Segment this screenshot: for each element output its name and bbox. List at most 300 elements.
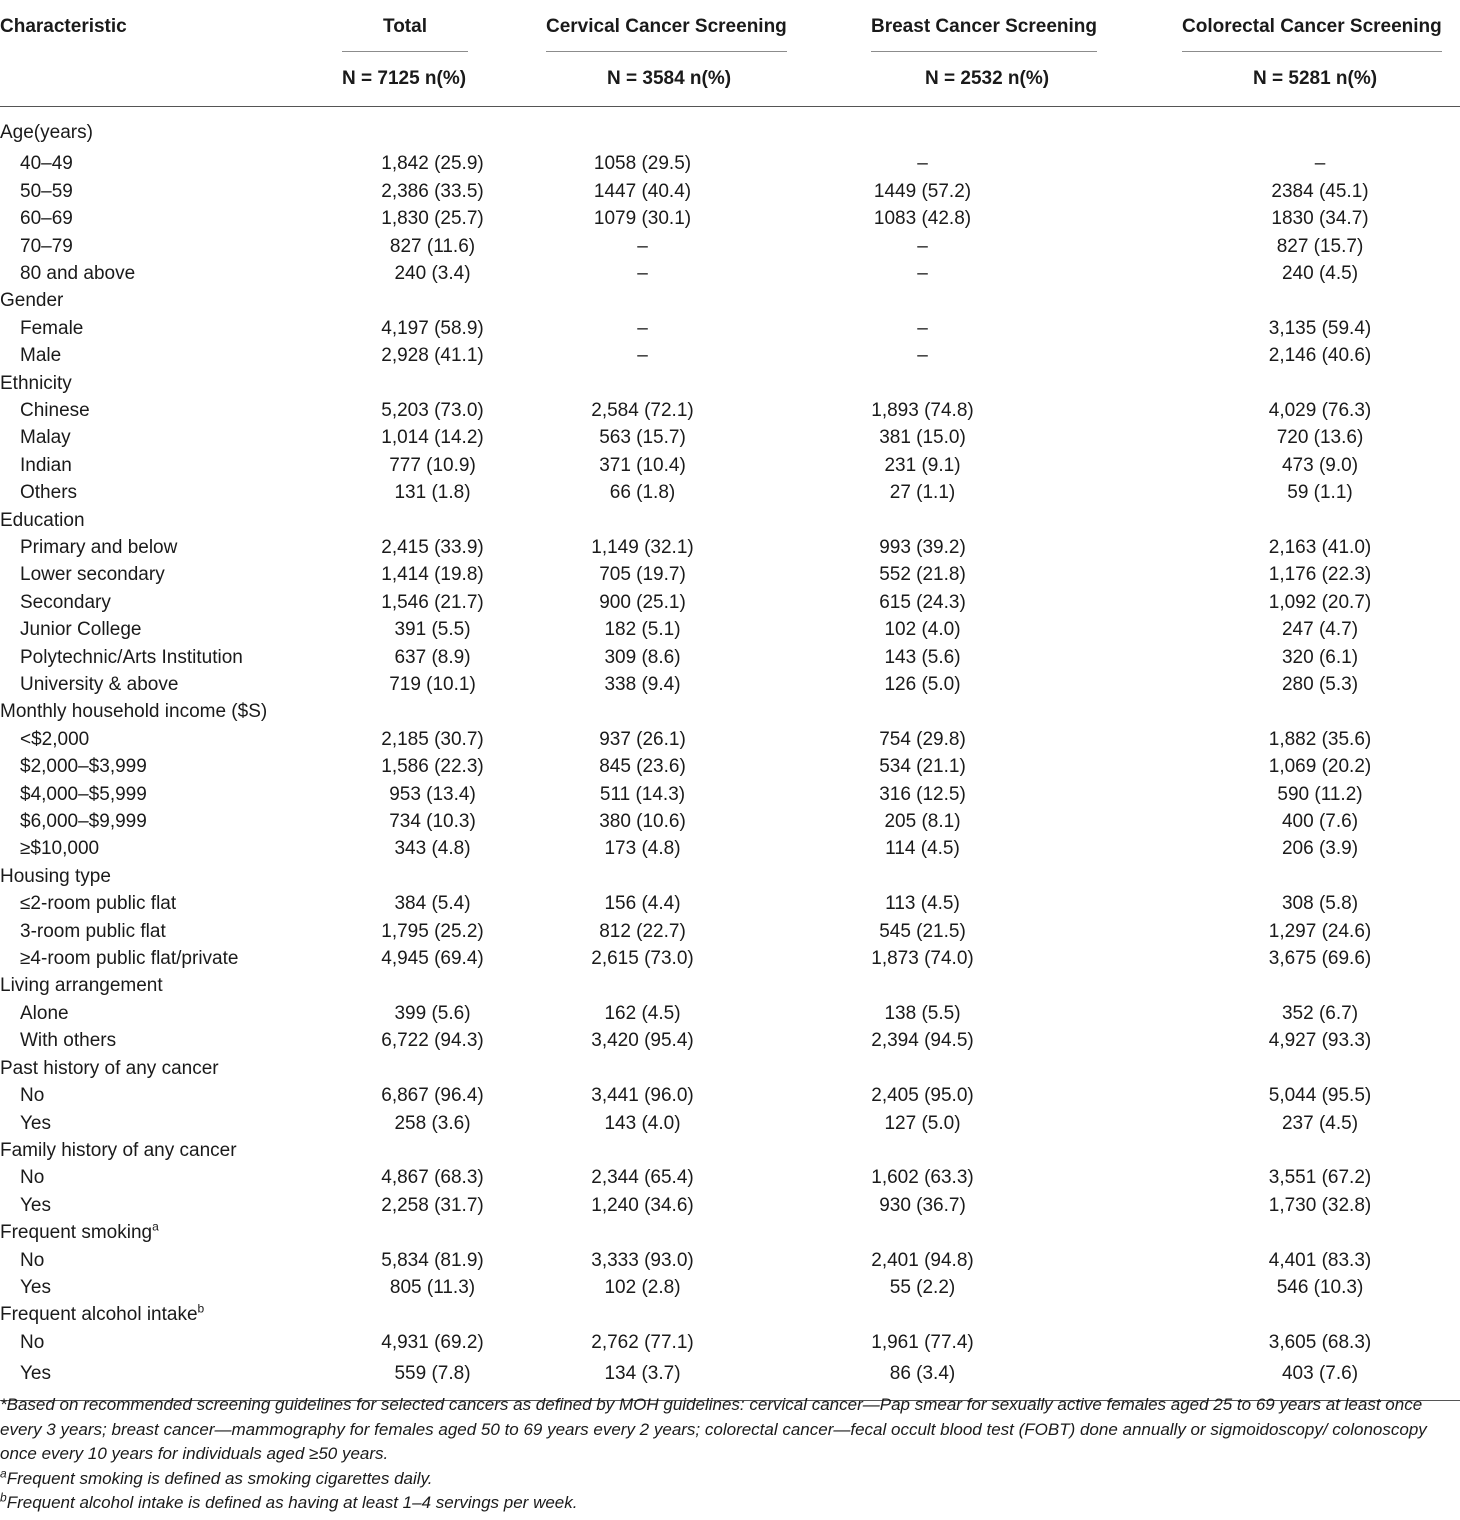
cell-total: 2,415 (33.9): [381, 536, 484, 558]
empty-cell: [805, 287, 1180, 314]
cell-cervical: 1079 (30.1): [593, 208, 692, 230]
empty-cell: [340, 972, 540, 999]
row-label: Malay: [20, 427, 71, 449]
header-n-empty: [0, 52, 340, 106]
footnote-marker: b: [0, 1490, 7, 1505]
empty-cell: [805, 1301, 1180, 1328]
empty-cell: [805, 370, 1180, 397]
header-breast: [805, 0, 1180, 52]
cell-breast: 2,394 (94.5): [871, 1030, 974, 1052]
row-label: Yes: [20, 1194, 51, 1216]
empty-cell: [540, 507, 805, 534]
category-label-text: Past history of any cancer: [0, 1057, 219, 1079]
cell-colorectal: 403 (7.6): [1180, 1356, 1460, 1400]
cell-breast: 86 (3.4): [805, 1356, 1180, 1400]
category-row: [0, 1301, 1460, 1328]
cell-total: 258 (3.6): [394, 1112, 471, 1134]
cell-colorectal: 247 (4.7): [1281, 619, 1359, 641]
empty-cell: [340, 287, 540, 314]
row-label: Secondary: [20, 591, 111, 613]
cell-cervical: –: [637, 317, 648, 339]
row-label: No: [20, 1331, 45, 1353]
header-row: [0, 0, 1460, 52]
cell-cervical: 3,333 (93.0): [591, 1249, 694, 1271]
table-footnotes: [0, 1393, 1460, 1516]
cell-cervical: 182 (5.1): [604, 619, 681, 641]
cell-colorectal: 4,927 (93.3): [1268, 1030, 1372, 1052]
cell-total: 6,867 (96.4): [381, 1085, 484, 1107]
table-row: [0, 644, 1460, 671]
row-label: Yes: [20, 1112, 51, 1134]
category-label: [0, 698, 340, 725]
cell-colorectal: 59 (1.1): [1287, 482, 1353, 504]
category-row: [0, 863, 1460, 890]
category-row: [0, 1055, 1460, 1082]
category-row: [0, 1137, 1460, 1164]
cell-total: 343 (4.8): [394, 838, 471, 860]
empty-cell: [805, 863, 1180, 890]
category-label: [0, 863, 340, 890]
cell-cervical: 2,615 (73.0): [591, 948, 694, 970]
table-row: [0, 835, 1460, 862]
cell-total: 953 (13.4): [389, 783, 476, 805]
cell-total: 805 (11.3): [389, 1276, 476, 1298]
row-label: Alone: [20, 1002, 69, 1024]
cell-breast: 113 (4.5): [885, 893, 960, 915]
empty-cell: [1180, 1301, 1460, 1328]
category-row: [0, 287, 1460, 314]
cell-cervical: 102 (2.8): [604, 1276, 681, 1298]
empty-cell: [805, 698, 1180, 725]
row-label: No: [20, 1249, 45, 1271]
table-row: [0, 561, 1460, 588]
cell-cervical: 812 (22.7): [599, 920, 686, 942]
cell-colorectal: 1,730 (32.8): [1268, 1194, 1372, 1216]
empty-cell: [540, 972, 805, 999]
cell-colorectal: 546 (10.3): [1276, 1276, 1364, 1298]
empty-cell: [540, 1219, 805, 1246]
cell-cervical: 338 (9.4): [604, 674, 681, 696]
table-row: [0, 479, 1460, 506]
cell-breast: 1,873 (74.0): [871, 948, 974, 970]
table-row: [0, 1082, 1460, 1109]
empty-cell: [805, 1055, 1180, 1082]
row-label: Lower secondary: [20, 564, 165, 586]
cell-colorectal: 3,605 (68.3): [1268, 1331, 1372, 1353]
cell-colorectal: 280 (5.3): [1281, 674, 1359, 696]
row-label: Primary and below: [20, 536, 178, 558]
empty-cell: [540, 698, 805, 725]
cell-colorectal: 3,551 (67.2): [1268, 1167, 1372, 1189]
cell-colorectal: 473 (9.0): [1281, 454, 1359, 476]
row-label: 50–59: [20, 180, 73, 202]
cell-cervical: –: [637, 262, 648, 284]
category-row: [0, 370, 1460, 397]
cell-breast: 1,893 (74.8): [871, 399, 974, 421]
cell-breast: 231 (9.1): [884, 454, 961, 476]
cell-cervical: 900 (25.1): [599, 591, 686, 613]
header-breast-n: N = 2532 n(%): [805, 52, 1180, 106]
cell-total: 5,834 (81.9): [381, 1249, 484, 1271]
table-row: [0, 808, 1460, 835]
cell-colorectal: 1830 (34.7): [1271, 208, 1369, 230]
category-label: [0, 1137, 340, 1164]
header-total: [340, 0, 540, 52]
table-row: [0, 233, 1460, 260]
cell-colorectal: 1,069 (20.2): [1268, 756, 1372, 778]
cell-total: 1,414 (19.8): [381, 564, 484, 586]
row-label: No: [20, 1085, 45, 1107]
cell-total: 4,867 (68.3): [381, 1167, 484, 1189]
cell-colorectal: 5,044 (95.5): [1268, 1085, 1372, 1107]
empty-cell: [1180, 1219, 1460, 1246]
cell-cervical: 1,149 (32.1): [591, 536, 694, 558]
cell-breast: 1449 (57.2): [873, 180, 972, 202]
cell-breast: 114 (4.5): [885, 838, 960, 860]
category-label: [0, 1055, 340, 1082]
empty-cell: [1180, 287, 1460, 314]
cell-breast: 1,961 (77.4): [871, 1331, 974, 1353]
cell-colorectal: 237 (4.5): [1281, 1112, 1359, 1134]
cell-total: 1,586 (22.3): [381, 756, 484, 778]
cell-cervical: 1058 (29.5): [593, 153, 692, 175]
cell-cervical: 309 (8.6): [604, 646, 681, 668]
header-total-n: N = 7125 n(%): [340, 52, 540, 106]
empty-cell: [540, 1055, 805, 1082]
cell-cervical: 173 (4.8): [604, 838, 681, 860]
footnote: [0, 1491, 1460, 1516]
cell-colorectal: 400 (7.6): [1281, 811, 1359, 833]
cell-breast: 27 (1.1): [889, 482, 956, 504]
header-characteristic: Characteristic: [0, 16, 127, 37]
table-row: [0, 781, 1460, 808]
cell-total: 827 (11.6): [389, 235, 476, 257]
row-label: ≥$10,000: [20, 838, 100, 860]
category-label-text: Family history of any cancer: [0, 1139, 237, 1161]
cell-breast: 126 (5.0): [884, 674, 961, 696]
cell-cervical: –: [637, 345, 648, 367]
category-label: [0, 370, 340, 397]
category-row: [0, 106, 1460, 150]
empty-cell: [340, 1055, 540, 1082]
cell-total: 637 (8.9): [394, 646, 471, 668]
table-row: [0, 260, 1460, 287]
cell-total: 2,185 (30.7): [381, 728, 484, 750]
category-label-text: Frequent smoking: [0, 1222, 153, 1244]
row-label: Female: [20, 317, 84, 339]
category-label-text: Living arrangement: [0, 975, 163, 997]
cell-cervical: 156 (4.4): [604, 893, 681, 915]
footnote-text: Frequent smoking is defined as smoking cigarettes daily.: [6, 1468, 433, 1488]
cell-colorectal: 240 (4.5): [1281, 262, 1359, 284]
category-row: [0, 507, 1460, 534]
header-cervical-title: Cervical Cancer Screening: [546, 13, 787, 52]
footnote: [0, 1467, 1460, 1492]
cell-total: 1,830 (25.7): [381, 208, 484, 230]
table-row: [0, 205, 1460, 232]
empty-cell: [540, 1301, 805, 1328]
table-header: [0, 0, 1460, 106]
table-row: [0, 753, 1460, 780]
row-label: With others: [20, 1030, 117, 1052]
cell-cervical: 511 (14.3): [599, 783, 686, 805]
cell-colorectal: 720 (13.6): [1276, 427, 1364, 449]
table-row: [0, 150, 1460, 177]
table-row: [0, 342, 1460, 369]
cell-cervical: 134 (3.7): [540, 1356, 805, 1400]
cell-breast: –: [917, 153, 928, 175]
cell-colorectal: 352 (6.7): [1281, 1002, 1359, 1024]
category-label-text: Education: [0, 509, 85, 531]
category-row: [0, 1219, 1460, 1246]
empty-cell: [340, 863, 540, 890]
cell-breast: 993 (39.2): [879, 536, 966, 558]
cell-breast: 545 (21.5): [879, 920, 966, 942]
table-row: [0, 424, 1460, 451]
row-label: No: [20, 1167, 45, 1189]
header-colorectal-n: N = 5281 n(%): [1180, 52, 1460, 106]
empty-cell: [805, 1137, 1180, 1164]
cell-breast: 381 (15.0): [879, 427, 966, 449]
row-label: 40–49: [20, 153, 73, 175]
table-body: [0, 106, 1460, 1400]
cell-breast: 143 (5.6): [884, 646, 961, 668]
cell-cervical: 3,420 (95.4): [591, 1030, 694, 1052]
cell-cervical: 66 (1.8): [609, 482, 676, 504]
empty-cell: [540, 106, 805, 150]
cell-colorectal: 2,163 (41.0): [1268, 536, 1372, 558]
category-row: [0, 698, 1460, 725]
header-colorectal-title: Colorectal Cancer Screening: [1182, 13, 1442, 52]
cell-colorectal: 1,092 (20.7): [1268, 591, 1372, 613]
cell-total: 559 (7.8): [340, 1356, 540, 1400]
cell-colorectal: 827 (15.7): [1276, 235, 1364, 257]
row-label: $6,000–$9,999: [20, 811, 147, 833]
header-cervical-n: N = 3584 n(%): [540, 52, 805, 106]
empty-cell: [1180, 972, 1460, 999]
cell-colorectal: 2,146 (40.6): [1268, 345, 1372, 367]
category-label: [0, 1301, 340, 1328]
header-breast-title: Breast Cancer Screening: [871, 13, 1097, 52]
cell-breast: –: [917, 317, 928, 339]
table-row: [0, 945, 1460, 972]
table-row: [0, 918, 1460, 945]
row-label: ≥4-room public flat/private: [20, 948, 239, 970]
cell-total: 4,931 (69.2): [381, 1331, 484, 1353]
cell-total: 2,258 (31.7): [381, 1194, 484, 1216]
table-row: [0, 534, 1460, 561]
row-label: 3-room public flat: [20, 920, 166, 942]
cell-colorectal: 4,401 (83.3): [1268, 1249, 1372, 1271]
category-label: [0, 287, 340, 314]
cell-cervical: 563 (15.7): [599, 427, 686, 449]
cell-breast: 754 (29.8): [879, 728, 966, 750]
cell-cervical: 845 (23.6): [599, 756, 686, 778]
cell-total: 240 (3.4): [394, 262, 471, 284]
header-colorectal: [1180, 0, 1460, 52]
cell-cervical: 1,240 (34.6): [591, 1194, 694, 1216]
cell-breast: –: [917, 235, 928, 257]
category-label-text: Housing type: [0, 865, 111, 887]
table-row: [0, 1000, 1460, 1027]
cell-total: 1,014 (14.2): [381, 427, 484, 449]
category-row: [0, 972, 1460, 999]
row-label: 70–79: [20, 235, 73, 257]
empty-cell: [540, 287, 805, 314]
cell-total: 4,945 (69.4): [381, 948, 484, 970]
category-label: [0, 1219, 340, 1246]
empty-cell: [1180, 863, 1460, 890]
footnote-text: Frequent alcohol intake is defined as having at least 1–4 servings per week.: [6, 1493, 578, 1512]
cell-colorectal: 206 (3.9): [1281, 838, 1359, 860]
empty-cell: [805, 106, 1180, 150]
empty-cell: [340, 1137, 540, 1164]
cell-breast: 55 (2.2): [889, 1276, 956, 1298]
cell-total: 777 (10.9): [389, 454, 476, 476]
cell-total: 2,928 (41.1): [381, 345, 484, 367]
footnote-marker: a: [0, 1465, 7, 1480]
cell-cervical: 937 (26.1): [599, 728, 686, 750]
category-label-text: Gender: [0, 290, 64, 312]
empty-cell: [340, 1219, 540, 1246]
row-label: Indian: [20, 454, 72, 476]
cell-total: 4,197 (58.9): [381, 317, 484, 339]
cell-breast: 102 (4.0): [884, 619, 961, 641]
table-row: [0, 315, 1460, 342]
empty-cell: [540, 863, 805, 890]
cell-breast: 534 (21.1): [879, 756, 966, 778]
table-row: [0, 890, 1460, 917]
empty-cell: [805, 1219, 1180, 1246]
footnote-marker: b: [197, 1302, 205, 1317]
category-label-text: Frequent alcohol intake: [0, 1304, 198, 1326]
empty-cell: [1180, 698, 1460, 725]
cell-breast: 615 (24.3): [879, 591, 966, 613]
cell-cervical: 380 (10.6): [599, 811, 686, 833]
empty-cell: [540, 1137, 805, 1164]
header-cervical: [540, 0, 805, 52]
category-label-text: Ethnicity: [0, 372, 72, 394]
cell-cervical: 2,584 (72.1): [591, 399, 694, 421]
row-label: Others: [20, 482, 78, 504]
cell-total: 2,386 (33.5): [381, 180, 484, 202]
cell-breast: –: [917, 262, 928, 284]
row-label: Yes: [0, 1356, 340, 1400]
cell-total: 1,546 (21.7): [381, 591, 484, 613]
cell-breast: 205 (8.1): [884, 811, 961, 833]
row-label: Chinese: [20, 399, 90, 421]
row-label: ≤2-room public flat: [20, 893, 177, 915]
cell-cervical: 3,441 (96.0): [591, 1085, 694, 1107]
cell-colorectal: 320 (6.1): [1281, 646, 1359, 668]
empty-cell: [340, 370, 540, 397]
cell-colorectal: 1,882 (35.6): [1268, 728, 1372, 750]
table-row: [0, 1192, 1460, 1219]
header-n-row: [0, 52, 1460, 106]
cell-breast: 316 (12.5): [879, 783, 966, 805]
table-row: [0, 1247, 1460, 1274]
footnote-marker: a: [152, 1219, 159, 1234]
empty-cell: [1180, 507, 1460, 534]
cell-total: 719 (10.1): [389, 674, 476, 696]
empty-cell: [1180, 1137, 1460, 1164]
category-label: [0, 972, 340, 999]
category-label-text: Monthly household income ($S): [0, 701, 268, 723]
cell-cervical: 2,344 (65.4): [591, 1167, 694, 1189]
cell-cervical: 162 (4.5): [604, 1002, 681, 1024]
category-label: [0, 507, 340, 534]
cell-cervical: 705 (19.7): [599, 564, 686, 586]
cell-colorectal: 590 (11.2): [1277, 783, 1363, 805]
cell-cervical: 143 (4.0): [604, 1112, 681, 1134]
table-row: [0, 1329, 1460, 1356]
cell-breast: 2,401 (94.8): [871, 1249, 974, 1271]
empty-cell: [340, 507, 540, 534]
table-row: [0, 1110, 1460, 1137]
cell-total: 131 (1.8): [394, 482, 471, 504]
cell-cervical: 2,762 (77.1): [591, 1331, 694, 1353]
row-label: $4,000–$5,999: [20, 783, 147, 805]
cell-colorectal: 2384 (45.1): [1271, 180, 1369, 202]
empty-cell: [805, 507, 1180, 534]
table-row: [0, 726, 1460, 753]
empty-cell: [340, 106, 540, 150]
row-label: 60–69: [20, 208, 73, 230]
cell-colorectal: 1,176 (22.3): [1268, 564, 1372, 586]
cell-breast: 930 (36.7): [879, 1194, 966, 1216]
category-label-text: Age(years): [0, 121, 93, 143]
cell-breast: 138 (5.5): [884, 1002, 961, 1024]
cell-total: 6,722 (94.3): [381, 1030, 484, 1052]
footnote-text: *Based on recommended screening guidelines for selected cancers as defined by MOH guidelines: cervical cancer—Pap smear for sexually active females aged 25 to 69 years at least once every 3 years; breast cancer—mammography for females aged 50 to 69 years every 2 years; colorectal cancer—fecal occult blood test (FOBT) done annually or sigmoidoscopy/ colonoscopy once every 10 years for individuals aged ≥50 years.: [0, 1395, 1427, 1463]
footnote: [0, 1393, 1460, 1467]
row-label: <$2,000: [20, 728, 90, 750]
cell-colorectal: 4,029 (76.3): [1268, 399, 1372, 421]
cell-breast: –: [917, 345, 928, 367]
cell-total: 734 (10.3): [389, 811, 476, 833]
row-label: Male: [20, 345, 62, 367]
table-row: [0, 671, 1460, 698]
cell-breast: 127 (5.0): [884, 1112, 961, 1134]
cell-colorectal: 3,135 (59.4): [1268, 317, 1372, 339]
cell-total: 399 (5.6): [394, 1002, 471, 1024]
row-label: Polytechnic/Arts Institution: [20, 646, 243, 668]
row-label: $2,000–$3,999: [20, 756, 147, 778]
cell-breast: 552 (21.8): [879, 564, 966, 586]
table-row: [0, 1164, 1460, 1191]
empty-cell: [340, 1301, 540, 1328]
table-row: [0, 397, 1460, 424]
cell-colorectal: –: [1314, 153, 1326, 175]
category-label: [0, 106, 340, 150]
row-label: 80 and above: [20, 262, 136, 284]
cell-total: 5,203 (73.0): [381, 399, 484, 421]
cell-cervical: –: [637, 235, 648, 257]
cell-total: 384 (5.4): [394, 893, 471, 915]
table-row: [0, 452, 1460, 479]
cell-cervical: 371 (10.4): [599, 454, 686, 476]
row-label: University & above: [20, 674, 179, 696]
cell-colorectal: 3,675 (69.6): [1268, 948, 1372, 970]
empty-cell: [1180, 106, 1460, 150]
cell-colorectal: 1,297 (24.6): [1268, 920, 1372, 942]
cell-colorectal: 308 (5.8): [1281, 893, 1359, 915]
empty-cell: [340, 698, 540, 725]
table-row: [0, 1027, 1460, 1054]
empty-cell: [1180, 370, 1460, 397]
empty-cell: [805, 972, 1180, 999]
table-row: [0, 589, 1460, 616]
